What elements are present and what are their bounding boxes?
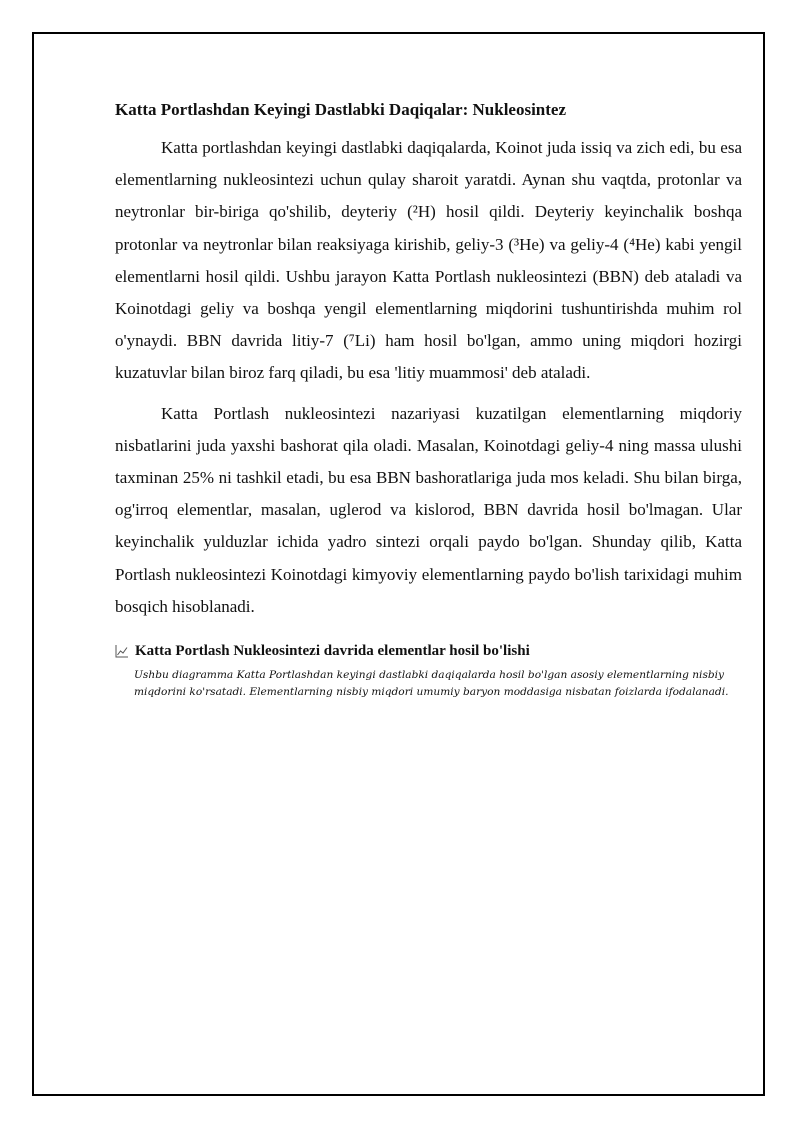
chart-icon	[115, 644, 129, 658]
figure-heading	[115, 641, 742, 661]
paragraph-1: Katta portlashdan keyingi dastlabki daqiqalarda, Koinot juda issiq va zich edi, bu esa elementlarning nukleosintezi uchun qulay sharoit yaratdi. Aynan shu vaqtda, protonlar va neytronlar bir-biriga qo'shilib, deyteriy (²H) hosil qildi. Deyteriy keyinchalik boshqa protonlar va neytronlar bilan reaksiyaga kirishib, geliy-3 (³He) va geliy-4 (⁴He) kabi yengil elementlarni hosil qildi. Ushbu jarayon Katta Portlash nukleosintezi (BBN) deb ataladi va Koinotdagi geliy va boshqa yengil elementlarning miqdorini tushuntirishda muhim rol o'ynaydi. BBN davrida litiy-7 (⁷Li) ham hosil bo'lgan, ammo uning miqdori hozirgi kuzatuvlar bilan biroz farq qiladi, bu esa 'litiy muammosi' deb ataladi.	[115, 138, 742, 383]
figure-caption: Ushbu diagramma Katta Portlashdan keyingi dastlabki daqiqalarda hosil bo'lgan asosiy elementlarning nisbiy miqdorini ko'rsatadi. Elementlarning nisbiy miqdori umumiy baryon moddasiga nisbatan foizlarda ifodalanadi.	[134, 669, 729, 699]
figure-block	[115, 641, 742, 701]
document-title: Katta Portlashdan Keyingi Dastlabki Daqiqalar: Nukleosintez	[115, 100, 567, 119]
figure-title: Katta Portlash Nukleosintezi davrida elementlar hosil bo'lishi	[135, 643, 530, 660]
paragraph-2: Katta Portlash nukleosintezi nazariyasi kuzatilgan elementlarning miqdoriy nisbatlarini juda yaxshi bashorat qila oladi. Masalan, Koinotdagi geliy-4 ning massa ulushi taxminan 25% ni tashkil etadi, bu esa BBN bashoratlariga juda mos keladi. Shu bilan birga, og'irroq elementlar, masalan, uglerod va kislorod, BBN davrida hosil bo'lmagan. Ular keyinchalik yulduzlar ichida yadro sintezi orqali paydo bo'lgan. Shunday qilib, Katta Portlash nukleosintezi Koinotdagi kimyoviy elementlarning paydo bo'lish tarixidagi muhim bosqich hisoblanadi.	[115, 403, 742, 616]
document-body	[115, 98, 742, 701]
